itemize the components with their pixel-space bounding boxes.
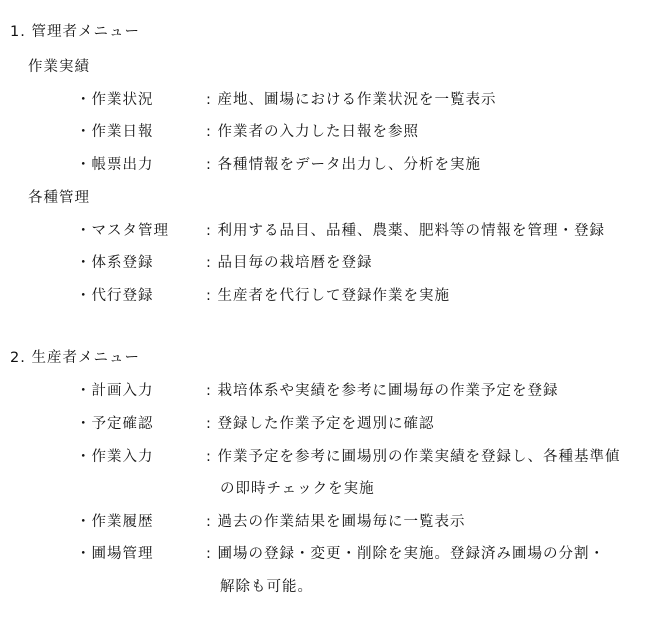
item-label-report-output: ・帳票出力: [76, 157, 154, 173]
item-desc-work-input-continued: の即時チェックを実施: [220, 481, 375, 497]
item-desc-system-registration: : 品目毎の栽培暦を登録: [206, 255, 373, 271]
item-desc-plan-input: : 栽培体系や実績を参考に圃場毎の作業予定を登録: [206, 383, 559, 399]
item-desc-report-output: : 各種情報をデータ出力し、分析を実施: [206, 157, 481, 173]
group-title-work-results: 作業実績: [28, 59, 90, 75]
item-label-plan-input: ・計画入力: [76, 383, 154, 399]
item-desc-field-management: : 圃場の登録・変更・削除を実施。登録済み圃場の分割・: [206, 546, 605, 562]
item-label-work-history: ・作業履歴: [76, 514, 154, 530]
item-label-field-management: ・圃場管理: [76, 546, 154, 562]
item-desc-master-management: : 利用する品目、品種、農薬、肥料等の情報を管理・登録: [206, 223, 605, 239]
item-desc-proxy-registration: : 生産者を代行して登録作業を実施: [206, 288, 450, 304]
item-label-master-management: ・マスタ管理: [76, 223, 169, 239]
item-label-system-registration: ・体系登録: [76, 255, 154, 271]
item-label-work-status: ・作業状況: [76, 92, 154, 108]
item-desc-work-history: : 過去の作業結果を圃場毎に一覧表示: [206, 514, 466, 530]
item-desc-daily-report: : 作業者の入力した日報を参照: [206, 124, 419, 140]
item-desc-work-input: : 作業予定を参考に圃場別の作業実績を登録し、各種基準値: [206, 449, 621, 465]
item-label-proxy-registration: ・代行登録: [76, 288, 154, 304]
section-heading-producer-menu: 2. 生産者メニュー: [10, 350, 140, 366]
item-label-work-input: ・作業入力: [76, 449, 154, 465]
item-desc-work-status: : 産地、圃場における作業状況を一覧表示: [206, 92, 497, 108]
item-desc-schedule-check: : 登録した作業予定を週別に確認: [206, 416, 435, 432]
item-label-daily-report: ・作業日報: [76, 124, 154, 140]
group-title-various-management: 各種管理: [28, 190, 90, 206]
section-heading-admin-menu: 1. 管理者メニュー: [10, 24, 140, 40]
item-desc-field-management-continued: 解除も可能。: [220, 579, 313, 595]
item-label-schedule-check: ・予定確認: [76, 416, 154, 432]
